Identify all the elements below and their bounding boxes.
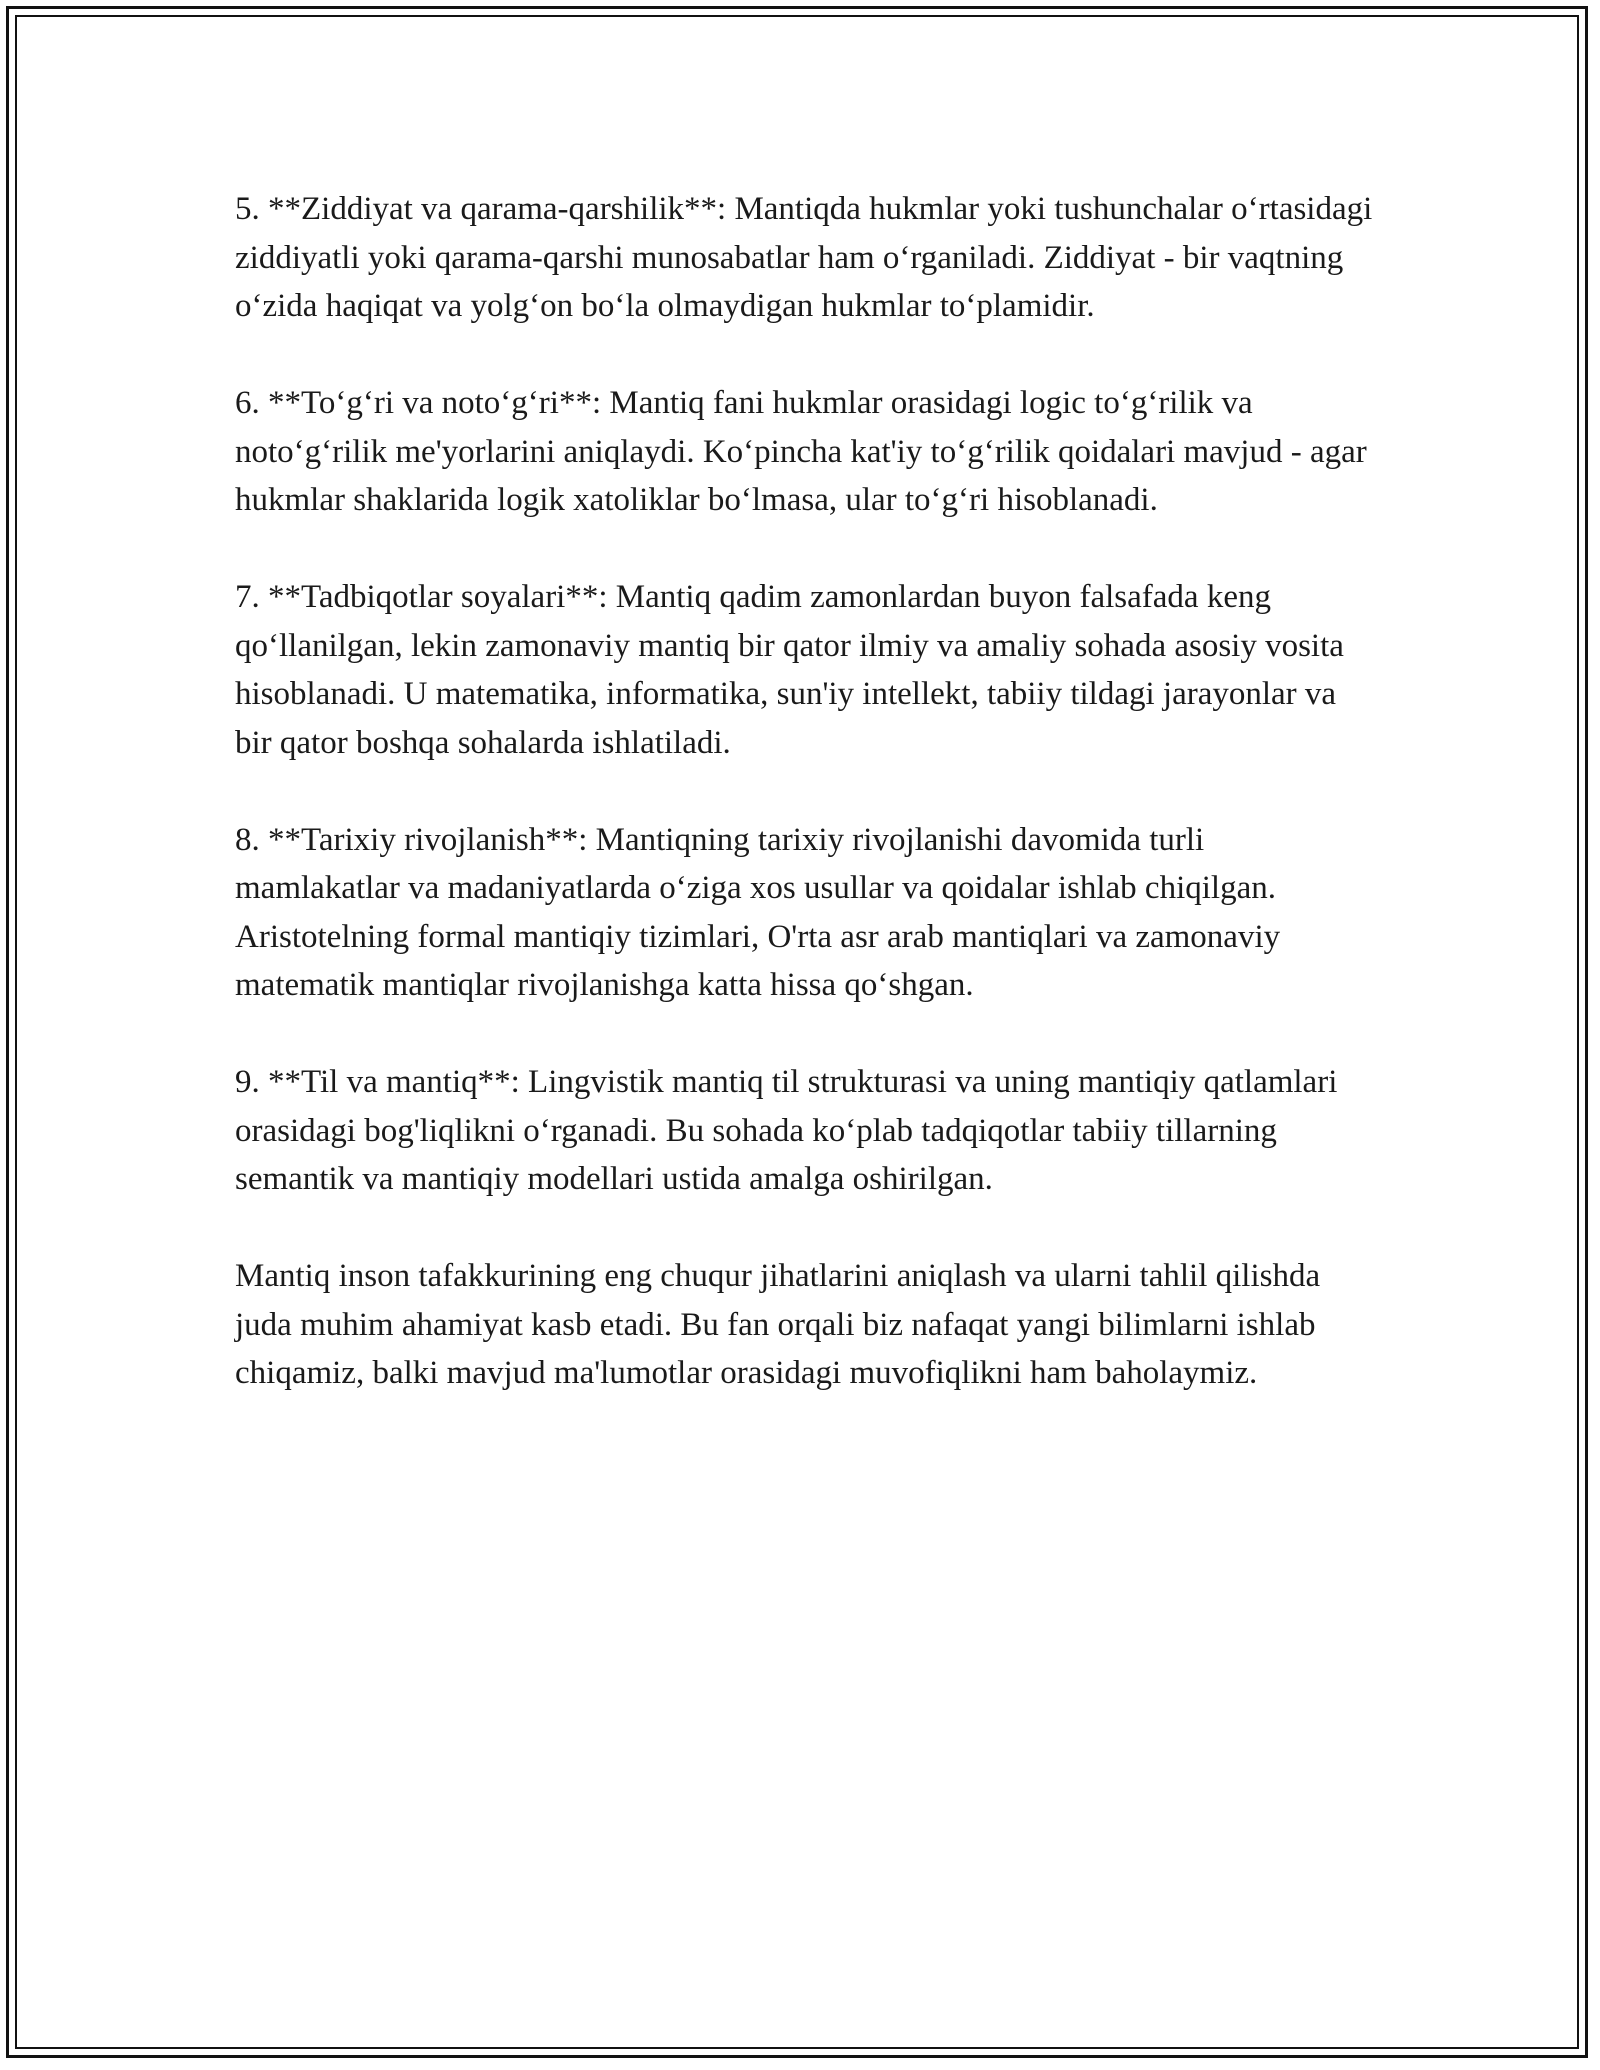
paragraph-til-va-mantiq: 9. **Til va mantiq**: Lingvistik mantiq til strukturasi va uning mantiqiy qatlamlari orasidagi bog'liqlikni o‘rganadi. Bu sohada ko‘plab tadqiqotlar tabiiy tillarning semantik va mantiqiy modellari ustida amalga oshirilgan. bbox=[235, 1064, 1338, 1197]
paragraph-togri-notogri: 6. **To‘g‘ri va noto‘g‘ri**: Mantiq fani hukmlar orasidagi logic to‘g‘rilik va noto‘g‘rilik me'yorlarini aniqlaydi. Ko‘pincha kat'iy to‘g‘rilik qoidalari mavjud - agar hukmlar shaklarida logik xatoliklar bo‘lmasa, ular to‘g‘ri hisoblanadi. bbox=[235, 385, 1367, 518]
paragraph-tadbiqotlar: 7. **Tadbiqotlar soyalari**: Mantiq qadim zamonlardan buyon falsafada keng qo‘llanilgan, lekin zamonaviy mantiq bir qator ilmiy va amaliy sohada asosiy vosita hisoblanadi. U matematika, informatika, sun'iy intellekt, tabiiy tildagi jarayonlar va bir qator boshqa sohalarda ishlatiladi. bbox=[235, 579, 1344, 761]
paragraph-conclusion: Mantiq inson tafakkurining eng chuqur jihatlarini aniqlash va ularni tahlil qilishda juda muhim ahamiyat kasb etadi. Bu fan orqali biz nafaqat yangi bilimlarni ishlab chiqamiz, balki mavjud ma'lumotlar orasidagi muvofiqlikni ham baholaymiz. bbox=[235, 1258, 1321, 1391]
document-body bbox=[235, 185, 1375, 1446]
paragraph-tarixiy-rivojlanish: 8. **Tarixiy rivojlanish**: Mantiqning tarixiy rivojlanishi davomida turli mamlakatlar va madaniyatlarda o‘ziga xos usullar va qoidalar ishlab chiqilgan. Aristotelning formal mantiqiy tizimlari, O'rta asr arab mantiqlari va zamonaviy matematik mantiqlar rivojlanishga katta hissa qo‘shgan. bbox=[235, 821, 1281, 1003]
paragraph-ziddiyat: 5. **Ziddiyat va qarama-qarshilik**: Mantiqda hukmlar yoki tushunchalar o‘rtasidagi ziddiyatli yoki qarama-qarshi munosabatlar ham o‘rganiladi. Ziddiyat - bir vaqtning o‘zida haqiqat va yolg‘on bo‘la olmaydigan hukmlar to‘plamidir. bbox=[235, 191, 1373, 324]
